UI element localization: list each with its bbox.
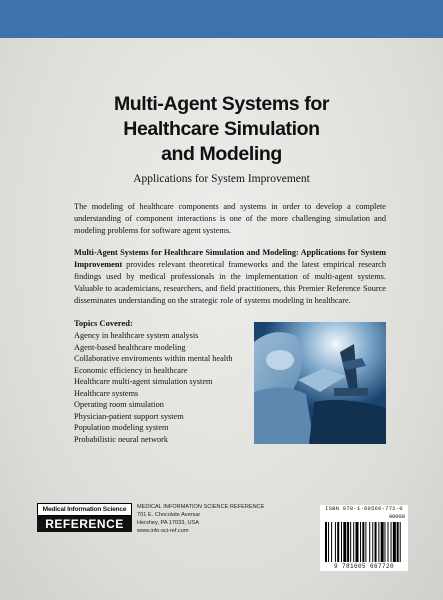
barcode-bar (397, 522, 399, 562)
topic-item: Healthcare multi-agent simulation system (74, 377, 213, 386)
publisher-website: www.info-sci-ref.com (137, 528, 189, 534)
topic-item: Collaborative enviroments within mental health (74, 354, 233, 363)
barcode-bar (381, 522, 384, 562)
topic-item: Operating room simulation (74, 400, 164, 409)
topic-item: Healthcare systems (74, 388, 139, 398)
isbn-barcode (320, 505, 408, 571)
description-body: provides relevant theoretical frameworks and the latest empirical research findings used by medical professionals in the implementation of multi-agent systems. Valuable to academicians, researchers, and field practitioners, this Premier Reference Source disseminates understanding on the strategic role of systems modeling in healthcare. (74, 260, 386, 305)
barcode-bar (384, 522, 385, 562)
barcode-bar (378, 522, 379, 562)
price-code: 90000 (388, 514, 405, 520)
book-title: Multi-Agent Systems for Healthcare Simulation and Modeling (113, 93, 330, 165)
topic-item: Agency in healthcare system analysis (74, 331, 199, 340)
barcode-bar (393, 522, 396, 562)
barcode-bar (341, 522, 342, 562)
barcode-number: 9 781605 667720 (333, 563, 394, 570)
topic-item: Physician-patient support system (74, 411, 184, 421)
description-paragraph-1: The modeling of healthcare components and systems in order to develop a complete understanding of component interactions is one of the more challenging simulation and modeling problems for software agent systems. (74, 202, 386, 235)
topic-item: Agent-based healthcare modeling (74, 342, 186, 352)
barcode-bar (325, 522, 327, 562)
barcode-bar (369, 522, 370, 562)
barcode-bar (328, 522, 329, 562)
barcode-bar (356, 522, 359, 562)
laboratory-photo (254, 322, 386, 444)
publisher-name: MEDICAL INFORMATION SCIENCE REFERENCE (137, 504, 265, 510)
description-paragraph-2 (74, 247, 386, 307)
barcode-bar (388, 522, 389, 562)
topic-item: Economic efficiency in healthcare (74, 365, 188, 375)
barcode-bar (331, 522, 332, 562)
publisher-street: 701 E. Chocolate Avenue (137, 512, 201, 518)
topics-heading: Topics Covered: (74, 318, 133, 328)
publisher-logo-bottom: REFERENCE (37, 516, 132, 532)
barcode-bar (360, 522, 361, 562)
barcode-bar (353, 522, 354, 562)
barcode-bars (325, 522, 403, 562)
barcode-bar (372, 522, 373, 562)
barcode-bar (400, 522, 401, 562)
book-subtitle: Applications for System Improvement (133, 173, 310, 185)
publisher-address (137, 503, 264, 535)
top-color-band (0, 0, 443, 38)
barcode-bar (375, 522, 377, 562)
publisher-logo (37, 503, 132, 531)
barcode-bar (365, 522, 366, 562)
barcode-bar (343, 522, 346, 562)
publisher-logo-top: Medical Information Science (37, 503, 132, 516)
barcode-bar (337, 522, 339, 562)
topic-item: Population modeling system (74, 423, 169, 432)
barcode-bar (391, 522, 392, 562)
publisher-city: Hershey, PA 17033, USA (137, 520, 199, 526)
topic-item: Probabilistic neural network (74, 434, 169, 444)
topics-list (74, 330, 233, 445)
barcode-bar (350, 522, 351, 562)
barcode-bar (335, 522, 336, 562)
barcode-bar (347, 522, 349, 562)
isbn-label: ISBN 978-1-60566-772-0 (325, 506, 403, 512)
description-bold-title: Multi-Agent Systems for Healthcare Simulation and Modeling: Applications for System Improvement (74, 248, 386, 269)
laboratory-photo-illustration (254, 322, 386, 444)
barcode-bar (362, 522, 364, 562)
